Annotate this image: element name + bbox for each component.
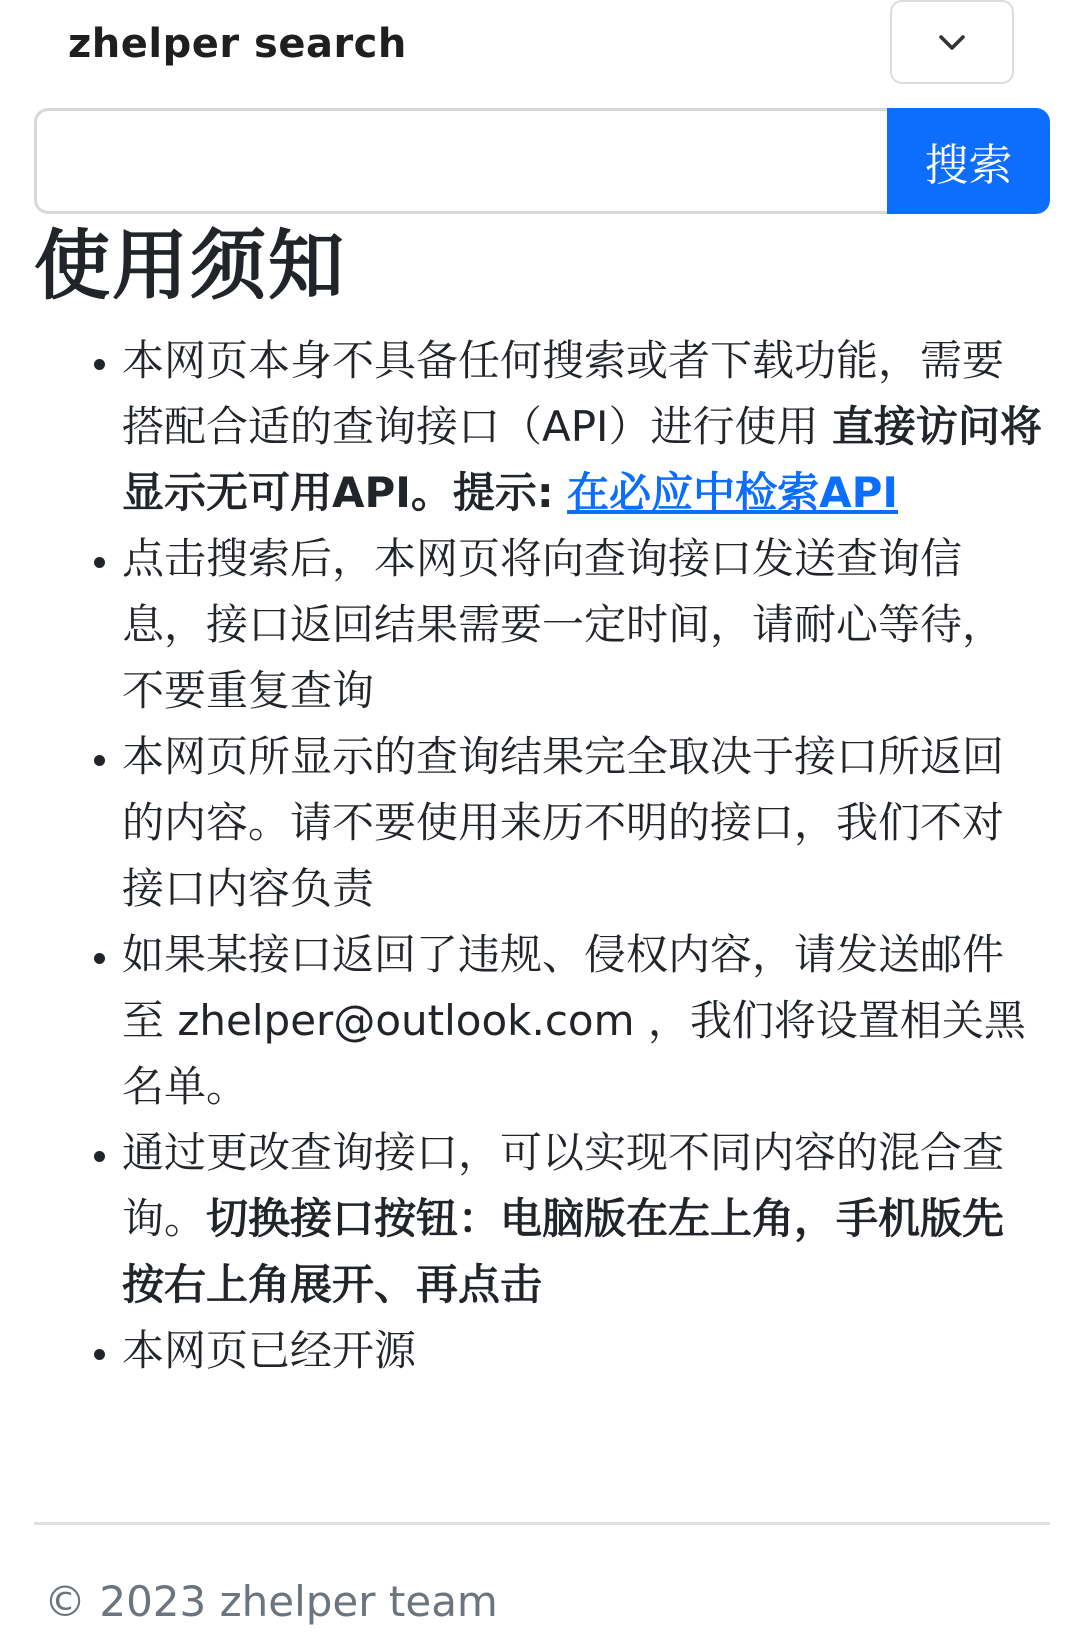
list-item — [122, 922, 1044, 1120]
contact-email: zhelper@outlook.com — [177, 996, 635, 1045]
footer-divider — [34, 1522, 1050, 1525]
notice-list — [34, 328, 1044, 1384]
list-item — [122, 724, 1044, 922]
footer-copyright: © 2023 zhelper team — [44, 1577, 498, 1626]
navbar-toggle-button[interactable] — [890, 0, 1014, 84]
chevron-down-icon — [935, 25, 969, 59]
navbar — [0, 0, 1080, 100]
notice-bold-text: 直接访问将显示无可用API。提示: — [122, 402, 1042, 517]
search-bar — [34, 108, 1050, 214]
notice-text: ，我们将设置相关黑名单。 — [122, 996, 1026, 1111]
brand-title[interactable]: zhelper search — [68, 21, 407, 67]
notice-text: 本网页本身不具备任何搜索或者下载功能，需要搭配合适的查询接口（API）进行使用 — [122, 336, 1005, 451]
bing-search-link[interactable]: 在必应中检索API — [567, 468, 898, 517]
list-item — [122, 1318, 1044, 1384]
list-item — [122, 328, 1044, 526]
notice-text: 点击搜索后，本网页将向查询接口发送查询信息，接口返回结果需要一定时间，请耐心等待，不要重复查询 — [122, 534, 1005, 715]
search-input[interactable] — [34, 108, 887, 214]
notice-text: 本网页已经开源 — [122, 1326, 417, 1375]
notice-title: 使用须知 — [34, 221, 346, 310]
notice-text: 本网页所显示的查询结果完全取决于接口所返回的内容。请不要使用来历不明的接口，我们不对接口内容负责 — [122, 732, 1005, 913]
list-item — [122, 1120, 1044, 1318]
notice-text: 通过更改查询接口，可以实现不同内容的混合查询。 — [122, 1128, 1005, 1243]
notice-text: 如果某接口返回了违规、侵权内容，请发送邮件至 — [122, 930, 1005, 1045]
notice-bold-text: 切换接口按钮：电脑版在左上角，手机版先按右上角展开、再点击 — [122, 1194, 1005, 1309]
list-item — [122, 526, 1044, 724]
search-button[interactable]: 搜索 — [887, 108, 1050, 214]
